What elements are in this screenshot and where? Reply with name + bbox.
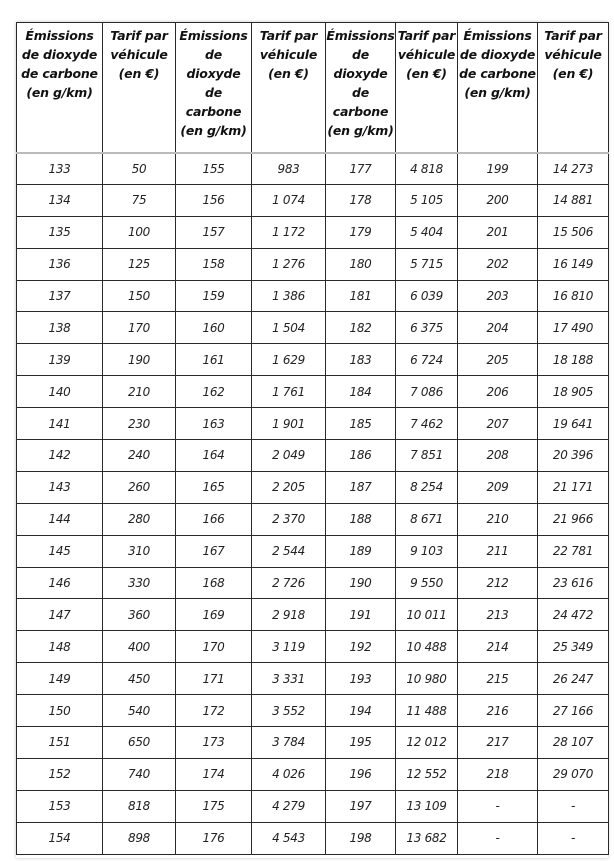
emission-cell: 146 xyxy=(17,567,103,599)
emission-cell: 193 xyxy=(326,663,396,695)
tariff-cell: 210 xyxy=(103,376,176,408)
emission-cell: 150 xyxy=(17,695,103,727)
column-header-line: Tarif par xyxy=(259,28,318,43)
tariff-cell: 1 386 xyxy=(252,280,326,312)
emission-cell: 156 xyxy=(176,184,252,216)
tariff-cell: 2 544 xyxy=(252,535,326,567)
tariff-cell: 4 543 xyxy=(252,822,326,854)
column-header-line: de xyxy=(204,85,223,100)
emission-cell: 144 xyxy=(17,503,103,535)
emission-cell: 200 xyxy=(458,184,538,216)
column-header-line: (en €) xyxy=(268,66,309,81)
tariff-cell: 3 784 xyxy=(252,727,326,759)
emission-cell: 152 xyxy=(17,758,103,790)
column-header xyxy=(103,23,176,153)
tariff-cell: 170 xyxy=(103,312,176,344)
tariff-cell: 25 349 xyxy=(538,631,609,663)
emission-cell: 164 xyxy=(176,440,252,472)
column-header-line: Émissions xyxy=(179,28,248,43)
tariff-cell: 5 715 xyxy=(396,248,458,280)
table-row xyxy=(17,503,609,535)
emission-cell: 147 xyxy=(17,599,103,631)
table-row xyxy=(17,312,609,344)
tariff-cell: 26 247 xyxy=(538,663,609,695)
column-header-line: véhicule xyxy=(397,47,456,62)
table-row xyxy=(17,280,609,312)
table-row xyxy=(17,408,609,440)
emission-cell: 202 xyxy=(458,248,538,280)
column-header-line: (en €) xyxy=(118,66,160,81)
emission-cell: 201 xyxy=(458,216,538,248)
column-header-line: carbone xyxy=(185,104,242,119)
tariff-cell: 10 011 xyxy=(396,599,458,631)
emission-cell: 204 xyxy=(458,312,538,344)
emission-cell: 209 xyxy=(458,471,538,503)
tariff-cell: 5 404 xyxy=(396,216,458,248)
column-header xyxy=(396,23,458,153)
tariff-cell: 540 xyxy=(103,695,176,727)
tariff-cell: 450 xyxy=(103,663,176,695)
emission-cell: 173 xyxy=(176,727,252,759)
table-row xyxy=(17,471,609,503)
emission-cell: 183 xyxy=(326,344,396,376)
tariff-cell: 3 119 xyxy=(252,631,326,663)
tariff-cell: 2 205 xyxy=(252,471,326,503)
tariff-cell: 20 396 xyxy=(538,440,609,472)
emission-cell: 210 xyxy=(458,503,538,535)
tariff-cell: 10 488 xyxy=(396,631,458,663)
emission-cell: 151 xyxy=(17,727,103,759)
emission-cell: 216 xyxy=(458,695,538,727)
emission-cell: 187 xyxy=(326,471,396,503)
tariff-cell: 14 881 xyxy=(538,184,609,216)
header-row xyxy=(17,23,609,153)
emission-cell: 138 xyxy=(17,312,103,344)
tariff-cell: 21 966 xyxy=(538,503,609,535)
emission-cell: 140 xyxy=(17,376,103,408)
emission-cell: 135 xyxy=(17,216,103,248)
tariff-cell: 230 xyxy=(103,408,176,440)
table-row xyxy=(17,663,609,695)
column-header-line: de carbone xyxy=(459,66,536,81)
emission-cell: 167 xyxy=(176,535,252,567)
emission-cell: 197 xyxy=(326,790,396,822)
tariff-cell: 1 276 xyxy=(252,248,326,280)
column-header-line: véhicule xyxy=(259,47,318,62)
tariff-cell: 4 818 xyxy=(396,153,458,185)
tariff-cell: 6 724 xyxy=(396,344,458,376)
tariff-cell: 12 012 xyxy=(396,727,458,759)
tariff-cell: 27 166 xyxy=(538,695,609,727)
tariff-cell: 2 370 xyxy=(252,503,326,535)
emission-cell: 170 xyxy=(176,631,252,663)
tariff-cell: 21 171 xyxy=(538,471,609,503)
column-header-line: Émissions xyxy=(25,28,94,43)
tariff-cell: 280 xyxy=(103,503,176,535)
tariff-cell: 240 xyxy=(103,440,176,472)
tariff-cell: 3 331 xyxy=(252,663,326,695)
emission-cell: 206 xyxy=(458,376,538,408)
table-row xyxy=(17,758,609,790)
emission-cell: 172 xyxy=(176,695,252,727)
emission-cell: 208 xyxy=(458,440,538,472)
tariff-cell: 125 xyxy=(103,248,176,280)
column-header-line: de dioxyde xyxy=(186,47,241,81)
emission-cell: 139 xyxy=(17,344,103,376)
emission-cell: 155 xyxy=(176,153,252,185)
column-header-line: de xyxy=(351,47,370,62)
emission-cell: 192 xyxy=(326,631,396,663)
table-row xyxy=(17,822,609,854)
tariff-cell: 310 xyxy=(103,535,176,567)
emission-cell: 199 xyxy=(458,153,538,185)
emission-cell: 142 xyxy=(17,440,103,472)
tariff-cell: 1 629 xyxy=(252,344,326,376)
column-header-line: de xyxy=(351,85,370,100)
column-header-line: (en €) xyxy=(552,66,594,81)
tariff-cell: 6 039 xyxy=(396,280,458,312)
emission-cell: 211 xyxy=(458,535,538,567)
column-header-line: Émissions xyxy=(463,28,532,43)
tariff-cell: 3 552 xyxy=(252,695,326,727)
table-row xyxy=(17,440,609,472)
tariff-cell: 11 488 xyxy=(396,695,458,727)
emission-cell: 163 xyxy=(176,408,252,440)
emission-cell: 182 xyxy=(326,312,396,344)
tariff-cell: 150 xyxy=(103,280,176,312)
emission-cell: 186 xyxy=(326,440,396,472)
table-row xyxy=(17,695,609,727)
tariff-cell: - xyxy=(538,822,609,854)
emission-cell: 143 xyxy=(17,471,103,503)
tariff-cell: 50 xyxy=(103,153,176,185)
column-header-line: véhicule xyxy=(110,47,168,62)
tariff-cell: 29 070 xyxy=(538,758,609,790)
emission-cell: 149 xyxy=(17,663,103,695)
tariff-cell: 2 726 xyxy=(252,567,326,599)
emission-cell: 196 xyxy=(326,758,396,790)
table-row xyxy=(17,344,609,376)
tariff-cell: 16 810 xyxy=(538,280,609,312)
emission-cell: 169 xyxy=(176,599,252,631)
emission-cell: 157 xyxy=(176,216,252,248)
tariff-cell: 22 781 xyxy=(538,535,609,567)
emission-cell: 218 xyxy=(458,758,538,790)
column-header-line: Émissions xyxy=(326,28,395,43)
emission-cell: 189 xyxy=(326,535,396,567)
emission-cell: 203 xyxy=(458,280,538,312)
tariff-cell: 13 109 xyxy=(396,790,458,822)
tariff-cell: 4 279 xyxy=(252,790,326,822)
emission-cell: 137 xyxy=(17,280,103,312)
tariff-cell: 1 504 xyxy=(252,312,326,344)
table-row xyxy=(17,567,609,599)
emission-cell: 165 xyxy=(176,471,252,503)
tariff-cell: 7 851 xyxy=(396,440,458,472)
tariff-cell: 14 273 xyxy=(538,153,609,185)
emission-cell: 188 xyxy=(326,503,396,535)
emission-cell: 179 xyxy=(326,216,396,248)
tariff-cell: 330 xyxy=(103,567,176,599)
emission-cell: 160 xyxy=(176,312,252,344)
column-header xyxy=(538,23,609,153)
tariff-cell: 9 550 xyxy=(396,567,458,599)
tariff-cell: 818 xyxy=(103,790,176,822)
column-header-line: de carbone xyxy=(21,66,98,81)
emission-cell: 205 xyxy=(458,344,538,376)
emission-cell: 154 xyxy=(17,822,103,854)
tariff-cell: 650 xyxy=(103,727,176,759)
tariff-cell: 18 188 xyxy=(538,344,609,376)
emission-cell: 171 xyxy=(176,663,252,695)
tariff-cell: 5 105 xyxy=(396,184,458,216)
column-header-line: carbone xyxy=(332,104,389,119)
emission-cell: 181 xyxy=(326,280,396,312)
emission-cell: 215 xyxy=(458,663,538,695)
emission-cell: 161 xyxy=(176,344,252,376)
emission-cell: 134 xyxy=(17,184,103,216)
table-header xyxy=(17,23,609,153)
table-body xyxy=(17,153,609,855)
tariff-cell: 13 682 xyxy=(396,822,458,854)
tariff-cell: 12 552 xyxy=(396,758,458,790)
tariff-cell: 9 103 xyxy=(396,535,458,567)
tariff-cell: 16 149 xyxy=(538,248,609,280)
emission-cell: 207 xyxy=(458,408,538,440)
tariff-cell: 8 671 xyxy=(396,503,458,535)
emission-cell: 153 xyxy=(17,790,103,822)
emission-cell: 191 xyxy=(326,599,396,631)
tariff-cell: 15 506 xyxy=(538,216,609,248)
tariff-cell: 1 901 xyxy=(252,408,326,440)
table-row xyxy=(17,216,609,248)
tariff-cell: 23 616 xyxy=(538,567,609,599)
emission-cell: 175 xyxy=(176,790,252,822)
tariff-cell: 100 xyxy=(103,216,176,248)
emission-cell: 178 xyxy=(326,184,396,216)
emission-cell: 212 xyxy=(458,567,538,599)
emission-cell: 214 xyxy=(458,631,538,663)
emission-cell: 195 xyxy=(326,727,396,759)
tariff-cell: 75 xyxy=(103,184,176,216)
emission-cell: 190 xyxy=(326,567,396,599)
document-page xyxy=(16,22,608,858)
column-header-line: de dioxyde xyxy=(459,47,536,62)
emission-cell: 180 xyxy=(326,248,396,280)
tariff-cell: - xyxy=(538,790,609,822)
tariff-cell: 1 761 xyxy=(252,376,326,408)
table-row xyxy=(17,153,609,185)
tariff-cell: 360 xyxy=(103,599,176,631)
table-row xyxy=(17,599,609,631)
tariff-cell: 2 918 xyxy=(252,599,326,631)
tariff-cell: 8 254 xyxy=(396,471,458,503)
emission-cell: 184 xyxy=(326,376,396,408)
emission-cell: 198 xyxy=(326,822,396,854)
column-header-line: Tarif par xyxy=(397,28,456,43)
emission-cell: 158 xyxy=(176,248,252,280)
tariff-cell: 10 980 xyxy=(396,663,458,695)
column-header-line: de dioxyde xyxy=(21,47,98,62)
emission-cell: 162 xyxy=(176,376,252,408)
tariff-cell: 898 xyxy=(103,822,176,854)
tariff-cell: 17 490 xyxy=(538,312,609,344)
tariff-cell: 4 026 xyxy=(252,758,326,790)
column-header-line: (en g/km) xyxy=(464,85,531,100)
column-header-line: (en g/km) xyxy=(180,123,247,138)
emission-cell: 145 xyxy=(17,535,103,567)
emission-cell: 176 xyxy=(176,822,252,854)
tariff-cell: 260 xyxy=(103,471,176,503)
table-row xyxy=(17,184,609,216)
column-header xyxy=(17,23,103,153)
tariff-cell: 983 xyxy=(252,153,326,185)
co2-tariff-table xyxy=(16,22,609,855)
emission-cell: 159 xyxy=(176,280,252,312)
tariff-cell: 740 xyxy=(103,758,176,790)
tariff-cell: 1 172 xyxy=(252,216,326,248)
column-header xyxy=(176,23,252,153)
emission-cell: 213 xyxy=(458,599,538,631)
emission-cell: - xyxy=(458,822,538,854)
tariff-cell: 6 375 xyxy=(396,312,458,344)
emission-cell: 174 xyxy=(176,758,252,790)
table-row xyxy=(17,790,609,822)
emission-cell: 166 xyxy=(176,503,252,535)
tariff-cell: 400 xyxy=(103,631,176,663)
tariff-cell: 18 905 xyxy=(538,376,609,408)
table-row xyxy=(17,535,609,567)
tariff-cell: 7 462 xyxy=(396,408,458,440)
table-row xyxy=(17,727,609,759)
emission-cell: 168 xyxy=(176,567,252,599)
column-header-line: (en €) xyxy=(406,66,447,81)
emission-cell: 148 xyxy=(17,631,103,663)
tariff-cell: 2 049 xyxy=(252,440,326,472)
emission-cell: 141 xyxy=(17,408,103,440)
column-header-line: (en g/km) xyxy=(26,85,93,100)
tariff-cell: 190 xyxy=(103,344,176,376)
emission-cell: 136 xyxy=(17,248,103,280)
column-header xyxy=(326,23,396,153)
table-row xyxy=(17,376,609,408)
column-header xyxy=(252,23,326,153)
column-header-line: dioxyde xyxy=(333,66,388,81)
emission-cell: 185 xyxy=(326,408,396,440)
table-row xyxy=(17,248,609,280)
emission-cell: - xyxy=(458,790,538,822)
tariff-cell: 19 641 xyxy=(538,408,609,440)
tariff-cell: 7 086 xyxy=(396,376,458,408)
emission-cell: 194 xyxy=(326,695,396,727)
column-header xyxy=(458,23,538,153)
column-header-line: véhicule xyxy=(544,47,602,62)
tariff-cell: 28 107 xyxy=(538,727,609,759)
emission-cell: 133 xyxy=(17,153,103,185)
column-header-line: (en g/km) xyxy=(327,123,394,138)
column-header-line: Tarif par xyxy=(110,28,168,43)
table-row xyxy=(17,631,609,663)
tariff-cell: 1 074 xyxy=(252,184,326,216)
column-header-line: Tarif par xyxy=(544,28,602,43)
emission-cell: 177 xyxy=(326,153,396,185)
tariff-cell: 24 472 xyxy=(538,599,609,631)
emission-cell: 217 xyxy=(458,727,538,759)
